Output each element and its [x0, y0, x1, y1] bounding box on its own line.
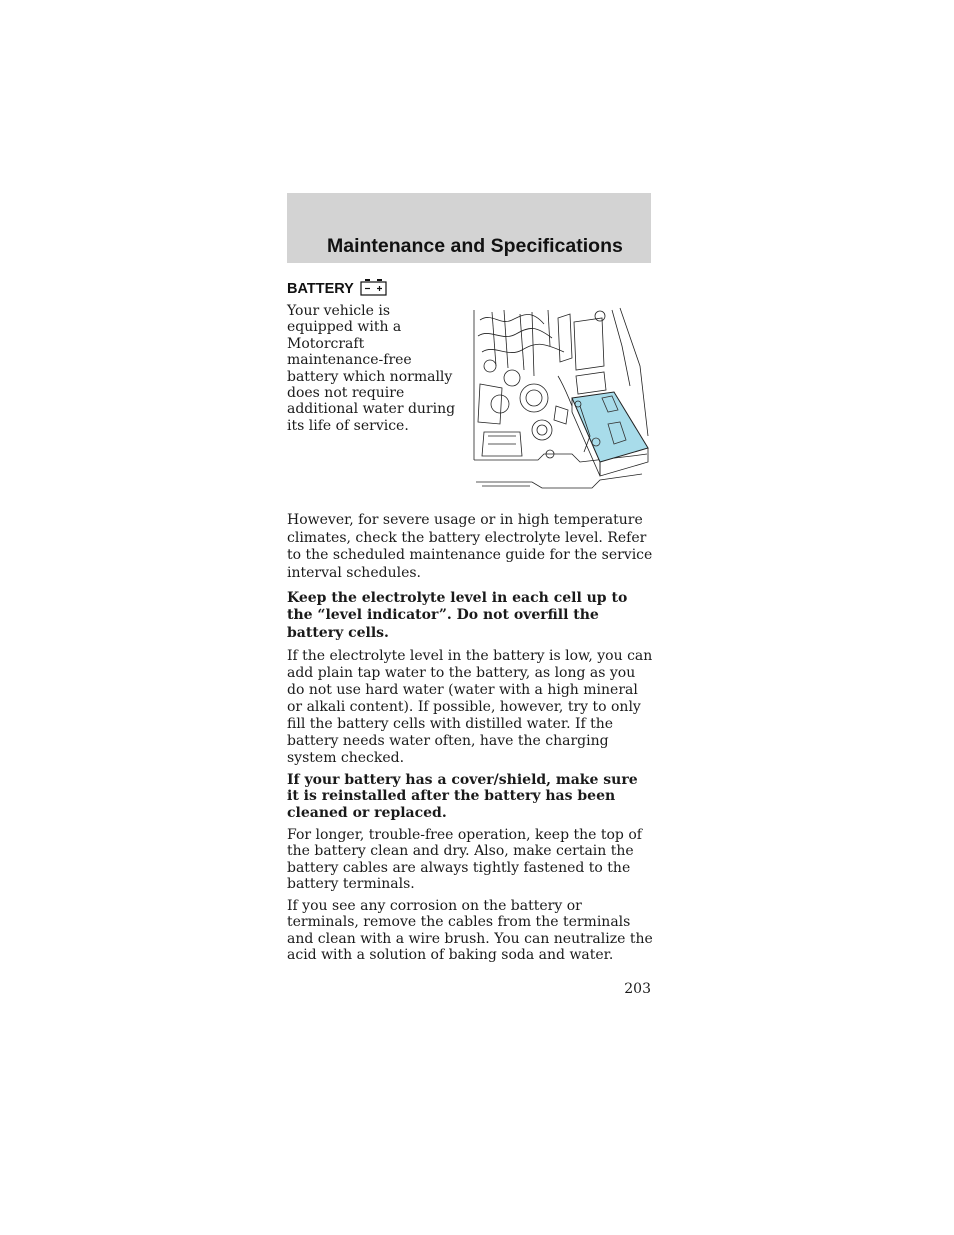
section-header-bar: [287, 193, 651, 263]
paragraph-cover-shield-warning: If your battery has a cover/shield, make sure it is reinstalled after the battery has been cleaned or replaced.: [287, 772, 638, 821]
page-number: 203: [624, 981, 651, 997]
section-heading: [287, 278, 387, 300]
section-heading-text: BATTERY: [287, 281, 354, 297]
paragraph-clean-dry: For longer, trouble-free operation, keep the top of the battery clean and dry. Also, make certain the battery cables are always tightly fastened to the battery terminals.: [287, 827, 642, 893]
paragraph-severe-usage: However, for severe usage or in high temperature climates, check the battery electrolyte level. Refer to the scheduled maintenance guide for the service interval schedules.: [287, 512, 653, 582]
paragraph-corrosion: If you see any corrosion on the battery or terminals, remove the cables from the terminals and clean with a wire brush. You can neutralize the acid with a solution of baking soda and water.: [287, 898, 653, 964]
paragraph-low-electrolyte: If the electrolyte level in the battery is low, you can add plain tap water to the battery, as long as you do not use hard water (water with a high mineral or alkali content). If possible, however, try to only fill the battery cells with distilled water. If the battery needs water often, have the charging system checked.: [287, 648, 653, 766]
intro-paragraph: Your vehicle is equipped with a Motorcraft maintenance-free battery which normally does not require additional water during its life of service.: [287, 303, 456, 434]
paragraph-electrolyte-warning: Keep the electrolyte level in each cell up to the “level indicator”. Do not overfill the battery cells.: [287, 590, 628, 641]
engine-compartment-illustration: [472, 306, 652, 492]
header-title: Maintenance and Specifications: [327, 235, 623, 257]
battery-icon: [360, 278, 387, 300]
